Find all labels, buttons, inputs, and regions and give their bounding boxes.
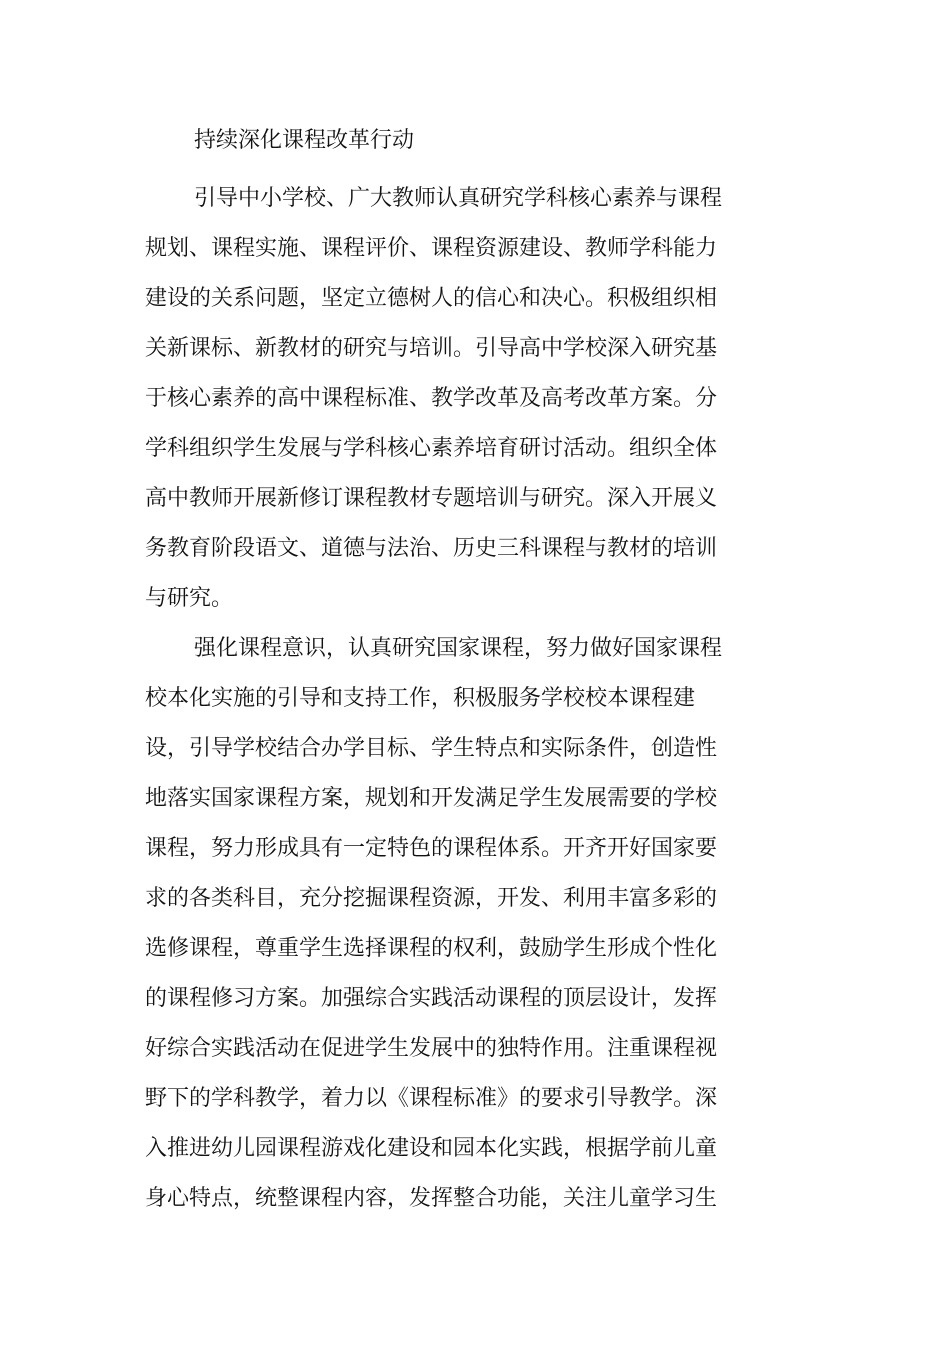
paragraph-line: 地落实国家课程方案，规划和开发满足学生发展需要的学校: [145, 786, 718, 811]
paragraph-line: 于核心素养的高中课程标准、教学改革及高考改革方案。分: [145, 386, 718, 411]
paragraph-line: 引导中小学校、广大教师认真研究学科核心素养与课程: [194, 186, 723, 211]
paragraph-line: 学科组织学生发展与学科核心素养培育研讨活动。组织全体: [145, 436, 718, 461]
paragraph-line: 务教育阶段语文、道德与法治、历史三科课程与教材的培训: [145, 536, 718, 561]
paragraph-line: 规划、课程实施、课程评价、课程资源建设、教师学科能力: [145, 236, 718, 261]
paragraph-line: 入推进幼儿园课程游戏化建设和园本化实践，根据学前儿童: [145, 1136, 718, 1161]
paragraph-line: 校本化实施的引导和支持工作，积极服务学校校本课程建: [145, 686, 696, 711]
paragraph-line: 选修课程，尊重学生选择课程的权利，鼓励学生形成个性化: [145, 936, 718, 961]
paragraph-line: 强化课程意识，认真研究国家课程，努力做好国家课程: [194, 636, 723, 661]
paragraph-line: 好综合实践活动在促进学生发展中的独特作用。注重课程视: [145, 1036, 718, 1061]
paragraph-line: 建设的关系问题，坚定立德树人的信心和决心。积极组织相: [145, 286, 718, 311]
paragraph-2: [145, 624, 745, 1224]
document-body: [145, 122, 745, 1224]
paragraph-line: 求的各类科目，充分挖掘课程资源，开发、利用丰富多彩的: [145, 886, 718, 911]
section-heading: 持续深化课程改革行动: [194, 128, 415, 153]
paragraph-line: 身心特点，统整课程内容，发挥整合功能，关注儿童学习生: [145, 1186, 718, 1211]
paragraph-line: 高中教师开展新修订课程教材专题培训与研究。深入开展义: [145, 486, 718, 511]
paragraph-line: 关新课标、新教材的研究与培训。引导高中学校深入研究基: [145, 336, 718, 361]
paragraph-line: 与研究。: [145, 586, 234, 611]
paragraph-line: 的课程修习方案。加强综合实践活动课程的顶层设计，发挥: [145, 986, 718, 1011]
paragraph-line: 野下的学科教学，着力以《课程标准》的要求引导教学。深: [145, 1086, 718, 1111]
paragraph-line: 课程，努力形成具有一定特色的课程体系。开齐开好国家要: [145, 836, 718, 861]
paragraph-1: [145, 174, 745, 624]
paragraph-line: 设，引导学校结合办学目标、学生特点和实际条件，创造性: [145, 736, 718, 761]
